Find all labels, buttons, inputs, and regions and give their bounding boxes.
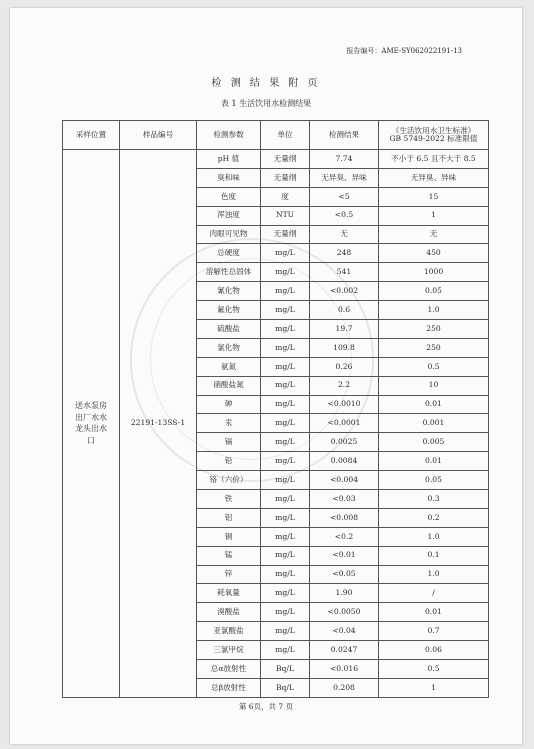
unit-cell: mg/L: [261, 263, 310, 282]
limit-cell: 1.0: [379, 565, 489, 584]
unit-cell: mg/L: [261, 244, 310, 263]
result-cell: <0.008: [310, 508, 379, 527]
header-limit: [379, 121, 489, 150]
parameter-cell: 铅: [197, 452, 261, 471]
limit-cell: 0.005: [379, 433, 489, 452]
page-footer: 第 6页，共 7 页: [238, 702, 294, 711]
unit-cell: mg/L: [261, 282, 310, 301]
limit-cell: 1.0: [379, 527, 489, 546]
parameter-cell: pH 值: [197, 150, 261, 169]
parameter-cell: 总硬度: [197, 244, 261, 263]
unit-cell: mg/L: [261, 395, 310, 414]
result-cell: 0.6: [310, 301, 379, 320]
result-cell: <0.016: [310, 660, 379, 679]
table-body: [63, 150, 489, 698]
unit-cell: mg/L: [261, 414, 310, 433]
header-sample-number: 样品编号: [120, 121, 197, 150]
unit-cell: Bq/L: [261, 660, 310, 679]
result-cell: <0.004: [310, 471, 379, 490]
result-cell: <0.002: [310, 282, 379, 301]
result-cell: 0.0084: [310, 452, 379, 471]
result-cell: 0.208: [310, 678, 379, 697]
parameter-cell: 硫酸盐: [197, 320, 261, 339]
result-cell: 0.0025: [310, 433, 379, 452]
parameter-cell: 铝: [197, 508, 261, 527]
report-number: 报告编号：AME-SY062022191-13: [346, 47, 462, 55]
header-result: 检测结果: [310, 121, 379, 150]
sample-location-line: 出厂水水: [75, 412, 107, 422]
unit-cell: mg/L: [261, 452, 310, 471]
parameter-cell: 锌: [197, 565, 261, 584]
limit-cell: 1: [379, 678, 489, 697]
limit-cell: 无: [379, 225, 489, 244]
result-cell: <0.5: [310, 206, 379, 225]
parameter-cell: 氯化物: [197, 338, 261, 357]
parameter-cell: 锰: [197, 546, 261, 565]
result-cell: 0.26: [310, 357, 379, 376]
result-cell: 541: [310, 263, 379, 282]
result-cell: 0.0247: [310, 641, 379, 660]
unit-cell: mg/L: [261, 301, 310, 320]
table-row: [63, 150, 489, 169]
parameter-cell: 氨氮: [197, 357, 261, 376]
limit-cell: 0.05: [379, 282, 489, 301]
limit-cell: 0.5: [379, 660, 489, 679]
parameter-cell: 镉: [197, 433, 261, 452]
result-cell: <0.2: [310, 527, 379, 546]
result-cell: <0.0050: [310, 603, 379, 622]
unit-cell: mg/L: [261, 471, 310, 490]
result-cell: 109.8: [310, 338, 379, 357]
parameter-cell: 总α放射性: [197, 660, 261, 679]
limit-cell: 10: [379, 376, 489, 395]
parameter-cell: 溴酸盐: [197, 603, 261, 622]
parameter-cell: 色度: [197, 187, 261, 206]
parameter-cell: 砷: [197, 395, 261, 414]
parameter-cell: 铁: [197, 490, 261, 509]
limit-cell: 无异臭、异味: [379, 168, 489, 187]
page-title: 检 测 结 果 附 页: [211, 78, 321, 89]
parameter-cell: 汞: [197, 414, 261, 433]
parameter-cell: 硝酸盐氮: [197, 376, 261, 395]
unit-cell: mg/L: [261, 584, 310, 603]
limit-cell: 1: [379, 206, 489, 225]
result-cell: <5: [310, 187, 379, 206]
header-location: 采样位置: [63, 121, 120, 150]
unit-cell: mg/L: [261, 622, 310, 641]
limit-cell: 不小于 6.5 且不大于 8.5: [379, 150, 489, 169]
result-cell: <0.0001: [310, 414, 379, 433]
result-cell: <0.04: [310, 622, 379, 641]
limit-cell: 0.06: [379, 641, 489, 660]
header-unit: 单位: [261, 121, 310, 150]
limit-cell: 0.01: [379, 395, 489, 414]
unit-cell: mg/L: [261, 546, 310, 565]
unit-cell: mg/L: [261, 376, 310, 395]
limit-cell: 0.3: [379, 490, 489, 509]
unit-cell: 无量纲: [261, 225, 310, 244]
unit-cell: NTU: [261, 206, 310, 225]
header-limit-line2: GB 5749-2022 标准限值: [389, 134, 478, 143]
sample-location-cell: [63, 150, 120, 698]
unit-cell: 无量纲: [261, 150, 310, 169]
limit-cell: 0.001: [379, 414, 489, 433]
sample-location-line: 送水泵房: [75, 401, 107, 411]
unit-cell: mg/L: [261, 490, 310, 509]
result-cell: 7.74: [310, 150, 379, 169]
header-parameter: 检测参数: [197, 121, 261, 150]
parameter-cell: 肉眼可见物: [197, 225, 261, 244]
limit-cell: 250: [379, 338, 489, 357]
parameter-cell: 溶解性总固体: [197, 263, 261, 282]
limit-cell: 0.5: [379, 357, 489, 376]
unit-cell: mg/L: [261, 641, 310, 660]
table-caption: 表 1 生活饮用水检测结果: [220, 99, 312, 108]
parameter-cell: 氰化物: [197, 282, 261, 301]
unit-cell: mg/L: [261, 603, 310, 622]
result-cell: <0.03: [310, 490, 379, 509]
limit-cell: 15: [379, 187, 489, 206]
limit-cell: 1.0: [379, 301, 489, 320]
result-cell: 1.90: [310, 584, 379, 603]
result-cell: 无: [310, 225, 379, 244]
result-cell: <0.05: [310, 565, 379, 584]
sample-number-cell: 22191-13SS-1: [120, 150, 197, 698]
parameter-cell: 铜: [197, 527, 261, 546]
parameter-cell: 三氯甲烷: [197, 641, 261, 660]
report-page: [10, 8, 522, 744]
parameter-cell: 臭和味: [197, 168, 261, 187]
limit-cell: 0.2: [379, 508, 489, 527]
unit-cell: 度: [261, 187, 310, 206]
table-header-row: [63, 121, 489, 150]
limit-cell: 1000: [379, 263, 489, 282]
parameter-cell: 浑浊度: [197, 206, 261, 225]
parameter-cell: 总β放射性: [197, 678, 261, 697]
limit-cell: 0.05: [379, 471, 489, 490]
unit-cell: mg/L: [261, 357, 310, 376]
unit-cell: mg/L: [261, 338, 310, 357]
limit-cell: 0.1: [379, 546, 489, 565]
result-cell: 无异臭、异味: [310, 168, 379, 187]
result-cell: 19.7: [310, 320, 379, 339]
parameter-cell: 耗氧量: [197, 584, 261, 603]
result-cell: 2.2: [310, 376, 379, 395]
limit-cell: 0.01: [379, 603, 489, 622]
results-table: [62, 120, 489, 698]
limit-cell: 250: [379, 320, 489, 339]
unit-cell: mg/L: [261, 320, 310, 339]
unit-cell: Bq/L: [261, 678, 310, 697]
result-cell: <0.0010: [310, 395, 379, 414]
unit-cell: mg/L: [261, 565, 310, 584]
sample-location-line: 口: [87, 436, 95, 445]
unit-cell: mg/L: [261, 433, 310, 452]
unit-cell: mg/L: [261, 527, 310, 546]
limit-cell: 0.01: [379, 452, 489, 471]
result-cell: <0.01: [310, 546, 379, 565]
unit-cell: mg/L: [261, 508, 310, 527]
limit-cell: /: [379, 584, 489, 603]
parameter-cell: 亚氯酸盐: [197, 622, 261, 641]
sample-location-line: 龙头出水: [75, 424, 107, 434]
parameter-cell: 氟化物: [197, 301, 261, 320]
header-limit-line1: 《生活饮用水卫生标准》: [391, 125, 476, 135]
limit-cell: 0.7: [379, 622, 489, 641]
limit-cell: 450: [379, 244, 489, 263]
unit-cell: 无量纲: [261, 168, 310, 187]
result-cell: 248: [310, 244, 379, 263]
parameter-cell: 铬（六价）: [197, 471, 261, 490]
